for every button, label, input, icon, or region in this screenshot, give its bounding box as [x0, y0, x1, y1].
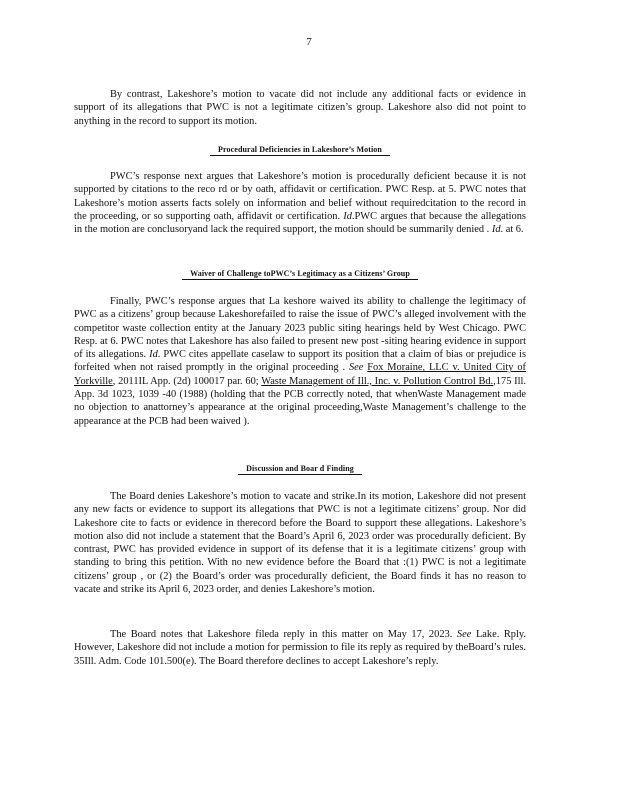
heading-waiver-of-challenge	[74, 268, 526, 280]
paragraph-text: The Board notes that Lakeshore fileda reply in this matter on May 17, 2023.	[110, 629, 453, 640]
paragraph-text: By contrast, Lakeshore’s motion to vacate did not include any additional facts or evidence in support of its allegations that PWC is not a legitimate citizen’s group. Lakeshore also did not point to anything in the record to support its motion.	[74, 89, 526, 127]
paragraph-text: Lake. Rply. However, Lakeshore did not include a motion for permission to file its reply as required by theBoard’s rules. 35Ill. Adm. Code 101.500(e). The Board therefore declines to accept Lakeshore’s reply.	[74, 629, 527, 667]
case-name-fox-moraine: Fox Moraine, LLC v. United City of Yorkville	[74, 362, 526, 387]
paragraph-text: ,175 Ill. App. 3d 1023, 1039 -40 (1988) (holding that the PCB correctly noted, that whenWaste Management made no objection to anattorney’s appearance at the original proceeding,Waste Management’s challenge to the appearance at the PCB had been waived ).	[74, 375, 526, 427]
paragraph-text: The Board denies Lakeshore’s motion to vacate and strike.In its motion, Lakeshore did not present any new facts or evidence to support its allegations that PWC is not a legitimate citizens’ group. Nor did Lakeshore cite to facts or evidence in therecord before the Board to support these allegations. Lakeshore’s motion also did not include a statement that the Board’s April 6, 2023 order was procedurally deficient. By contrast, PWC has provided evidence in support of its defense that it is a legitimate citizens’ group with standing to bring this petition. With no new evidence before the Board that :(1) PWC is not a legitimate citizens’ group , or (2) the Board’s order was procedurally deficient, the Board finds it has no reason to vacate and strike its April 6, 2023 order, and denies Lakeshore’s motion.	[74, 491, 526, 596]
paragraph-procedural-deficiencies	[74, 170, 526, 236]
id-citation: Id	[491, 224, 501, 236]
paragraph-text: . at 6.	[500, 224, 524, 236]
heading-text: Discussion and Boar d Finding	[238, 464, 362, 475]
paragraph-lakeshore-reply	[74, 628, 526, 668]
paragraph-board-finding	[74, 490, 526, 596]
paragraph-waiver-of-challenge	[74, 295, 526, 428]
paragraph-text: Finally, PWC’s response argues that La keshore waived its ability to challenge the legitimacy of PWC as a citizens’ group because Lakeshorefailed to raise the issue of PWC’s alleged involvement with the competitor waste collection entity at the January 2023 public siting hearings held by West Chicago. PWC Resp. at 6. PWC notes that Lakeshore has also failed to present new post -siting hearing evidence in support of its allegations.	[74, 296, 526, 361]
heading-procedural-deficiencies	[74, 144, 526, 156]
see-signal: See	[348, 362, 364, 374]
heading-text: Waiver of Challenge toPWC’s Legitimacy as a Citizens’ Group	[182, 269, 418, 280]
paragraph-text: . PWC cites appellate caselaw to support its position that a claim of bias or prejudice is forfeited when not raised promptly in the original proceeding .	[74, 349, 526, 374]
page-number: 7	[306, 36, 312, 48]
paragraph-text: , 2011IL App. (2d) 100017 par. 60;	[112, 375, 259, 387]
case-name-waste-management: Waste Management of Ill., Inc. v. Pollution Control Bd.	[261, 375, 494, 387]
see-signal: See	[456, 629, 472, 640]
paragraph-text: PWC’s response next argues that Lakeshore’s motion is procedurally deficient because it is not supported by citations to the reco rd or by oath, affidavit or certification. PWC Resp. at 5. PWC notes that Lakeshore’s motion asserts facts solely on information and belief without requiredcitation to the record in the proceeding, or so supporting oath, affidavit or certification.	[74, 171, 526, 222]
id-citation: Id	[149, 349, 158, 361]
paragraph-motion-to-vacate	[74, 88, 526, 128]
paragraph-text: .PWC argues that because the allegations in the motion are conclusoryand lack the required support, the motion should be summarily denied .	[74, 210, 526, 236]
heading-text: Procedural Deficiencies in Lakeshore’s Motion	[210, 145, 390, 156]
heading-discussion-and-board-finding	[74, 463, 526, 475]
id-citation: Id	[343, 210, 352, 222]
